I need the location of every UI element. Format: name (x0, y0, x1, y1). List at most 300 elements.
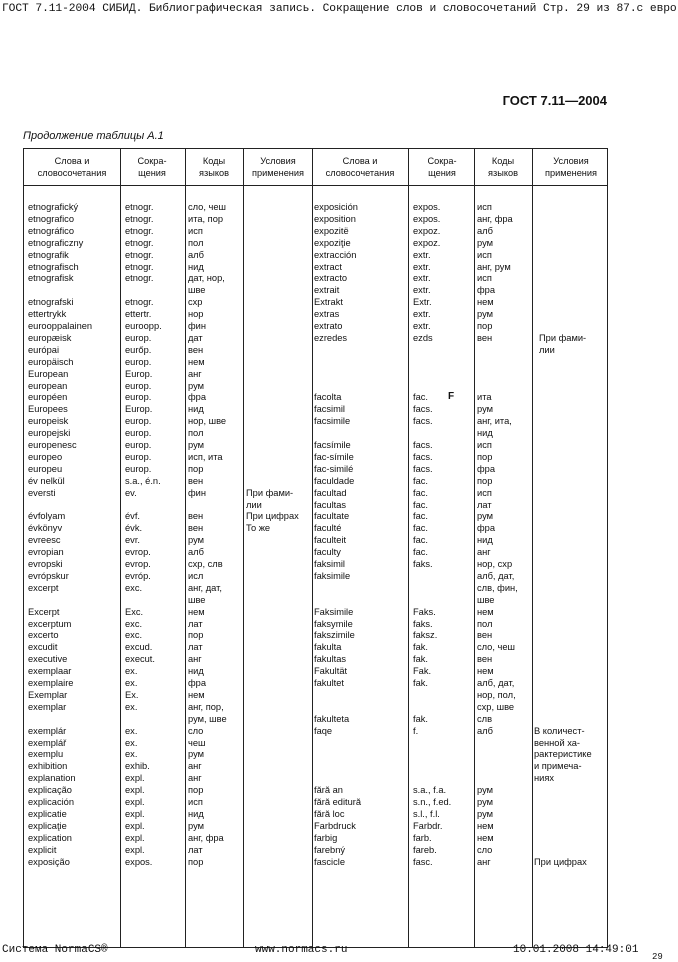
abbrev-cell: exc. (125, 630, 143, 641)
word-cell: fac-similé (314, 463, 354, 474)
lang-code-cell: рум (188, 440, 205, 450)
lang-code-cell: рум (188, 380, 205, 391)
word-cell: exemplaar (28, 666, 72, 677)
abbrev-cell: s.l., f.l. (413, 808, 440, 819)
abbrev-cell: europ. (125, 380, 152, 391)
abbrev-cell: ezds (413, 332, 433, 343)
lang-code-cell: нем (188, 356, 205, 367)
lang-code-cell: нем (477, 666, 494, 677)
word-cell: expozitë (314, 225, 349, 236)
word-cell: explanation (28, 773, 76, 784)
abbrev-cell: europ. (125, 463, 152, 474)
word-cell: facultate (314, 511, 350, 522)
lang-code-cell: ита, пор (188, 213, 224, 224)
lang-code-cell: нем (477, 832, 494, 843)
abbrev-cell: expoz. (413, 225, 441, 236)
abbrev-cell: farb. (413, 832, 432, 843)
lang-code-cell: пор (477, 475, 493, 486)
header-words: Слова и словосочетания (37, 156, 107, 178)
lang-code-cell: алб (188, 547, 204, 558)
lang-code-cell: сло (477, 844, 493, 855)
abbrev-cell: europ. (125, 416, 152, 427)
table-caption: Продолжение таблицы А.1 (23, 130, 164, 142)
abbrev-cell: facs. (413, 404, 433, 415)
abbrev-cell: expl. (125, 844, 145, 855)
word-cell: fakultas (314, 654, 347, 665)
lang-code-cell: фин (188, 487, 206, 498)
word-cell: fakulteta (314, 713, 350, 724)
lang-code-cell: дат (188, 332, 203, 343)
document-top-line: ГОСТ 7.11-2004 СИБИД. Библиографическая запись. Сокращение слов и словосочетаний Стр. 29 из 87.с евро (2, 3, 677, 15)
abbrev-cell: extr. (413, 249, 431, 260)
word-cell: europæisk (28, 332, 72, 343)
word-cell: evropian (28, 547, 64, 558)
lang-code-cell: анг (188, 654, 202, 665)
abbrev-cell: europ. (125, 356, 152, 367)
abbrev-cell: fareb. (413, 844, 437, 855)
lang-code-cell: анг (477, 856, 491, 867)
abbrev-cell: fac. (413, 392, 428, 403)
footer-site: www.normacs.ru (255, 944, 348, 956)
lang-code-cell: нор (188, 309, 204, 320)
lang-code-cell: исл (188, 570, 204, 581)
abbrev-cell: etnogr. (125, 273, 154, 284)
abbrev-cell: extr. (413, 285, 431, 296)
abbrev-cell: expl. (125, 773, 145, 784)
word-cell: faksymile (314, 618, 353, 629)
abbrev-cell: expl. (125, 832, 145, 843)
lang-code-cell: нид (477, 428, 493, 439)
lang-code-cell: нор, пол, (477, 689, 516, 700)
word-cell: faqe (314, 725, 333, 736)
lang-code-cell: нем (477, 606, 494, 617)
lang-code-cell: рум (477, 785, 494, 796)
word-cell: Excerpt (28, 606, 60, 617)
lang-code-cell: дат, нор, (188, 273, 225, 284)
word-cell: eurooppalainen (28, 321, 93, 331)
abbrev-cell: s.n., f.ed. (413, 797, 452, 807)
lang-code-cell: анг (188, 368, 202, 379)
lang-code-cell: фра (188, 678, 206, 688)
lang-code-cell: пор (188, 856, 204, 867)
word-cell: Fakultät (314, 666, 348, 677)
lang-code-cell: нор, шве (188, 416, 227, 427)
abbreviations-table (23, 148, 608, 948)
lang-code-cell: пол (188, 428, 204, 439)
abbrev-cell: ex. (125, 749, 138, 760)
word-cell: facultas (314, 499, 347, 510)
word-cell: european (28, 380, 68, 391)
lang-code-cell: алб, дат, (477, 570, 515, 581)
column-divider (312, 149, 313, 947)
condition-cell: венной ха- (534, 737, 581, 748)
word-cell: exposição (28, 856, 70, 867)
word-cell: Exemplar (28, 689, 68, 700)
lang-code-cell: схр, слв (188, 559, 223, 569)
abbrev-cell: expl. (125, 785, 145, 796)
abbrev-cell: fasc. (413, 856, 433, 867)
word-cell: faculty (314, 547, 341, 558)
abbrev-cell: extr. (413, 321, 431, 331)
word-cell: fakultet (314, 678, 344, 688)
word-cell: exemplar (28, 701, 67, 712)
abbrev-cell: expl. (125, 797, 145, 807)
lang-code-cell: алб, дат, (477, 678, 515, 688)
word-cell: evropski (28, 559, 63, 569)
lang-code-cell: фра (477, 523, 495, 534)
section-letter: F (448, 391, 455, 402)
word-cell: facsímile (314, 440, 351, 450)
word-cell: explicit (28, 844, 57, 855)
lang-code-cell: пор (477, 321, 493, 331)
word-cell: evrópskur (28, 570, 69, 581)
lang-code-cell: вен (477, 332, 493, 343)
word-cell: etnograficzny (28, 237, 84, 248)
abbrev-cell: eurőp. (125, 344, 152, 355)
word-cell: explicação (28, 785, 72, 796)
word-cell: europenesc (28, 440, 77, 450)
lang-code-cell: лат (477, 499, 492, 510)
lang-code-cell: исп (477, 440, 492, 450)
header-abbrev-right: Сокра- щения (427, 156, 457, 178)
lang-code-cell: слв (477, 713, 493, 724)
word-cell: explicaţie (28, 820, 67, 831)
lang-code-cell: схр, шве (477, 701, 515, 712)
abbrev-cell: Farbdr. (413, 820, 443, 831)
lang-code-cell: чеш (188, 737, 206, 748)
abbrev-cell: fac. (413, 547, 428, 558)
lang-code-cell: алб (188, 249, 204, 260)
word-cell: excerto (28, 630, 59, 641)
abbrev-cell: execut. (125, 654, 155, 665)
abbrev-cell: fac. (413, 535, 428, 546)
abbrev-cell: etnogr. (125, 213, 154, 224)
abbrev-cell: ex. (125, 666, 138, 677)
header-conditions-right: Условия применения (544, 156, 597, 178)
lang-code-cell: лат (188, 642, 203, 653)
word-cell: européen (28, 392, 68, 403)
word-cell: evreesc (28, 535, 61, 546)
lang-code-cell: схр (188, 297, 203, 308)
lang-code-cell: нор, схр (477, 559, 513, 569)
abbrev-cell: Europ. (125, 368, 153, 379)
abbrev-cell: faks. (413, 618, 433, 629)
abbrev-cell: Faks. (413, 606, 436, 617)
word-cell: ezredes (314, 332, 348, 343)
abbrev-cell: ex. (125, 725, 138, 736)
word-cell: extract (314, 261, 342, 272)
lang-code-cell: исп (477, 202, 492, 212)
abbrev-cell: fak. (413, 654, 428, 665)
abbrev-cell: europ. (125, 428, 152, 439)
lang-code-cell: анг, дат, (188, 582, 222, 593)
header-divider (24, 185, 607, 186)
abbrev-cell: expoz. (413, 237, 441, 248)
column-divider (532, 149, 533, 947)
word-cell: faculdade (314, 475, 355, 486)
lang-code-cell: нид (477, 535, 493, 546)
header-conditions: Условия применения (251, 156, 304, 178)
lang-code-cell: сло, чеш (477, 642, 515, 653)
abbrev-cell: expos. (413, 213, 441, 224)
lang-code-cell: вен (188, 511, 204, 522)
word-cell: extrato (314, 321, 343, 331)
abbrev-cell: faks. (413, 559, 433, 569)
abbrev-cell: evróр. (125, 570, 151, 581)
abbrev-cell: fak. (413, 678, 428, 688)
lang-code-cell: рум (477, 797, 494, 807)
lang-code-cell: анг, фра (477, 213, 513, 224)
word-cell: faculteit (314, 535, 347, 546)
abbrev-cell: Ex. (125, 689, 139, 700)
header-words-right: Слова и словосочетания (325, 156, 395, 178)
abbrev-cell: fac. (413, 487, 428, 498)
word-cell: év nelkül (28, 475, 65, 486)
standard-code-heading: ГОСТ 7.11—2004 (502, 93, 607, 108)
word-cell: európai (28, 344, 60, 355)
abbrev-cell: fac. (413, 499, 428, 510)
column-divider (120, 149, 121, 947)
abbrev-cell: expl. (125, 820, 145, 831)
lang-code-cell: лат (188, 844, 203, 855)
word-cell: executive (28, 654, 68, 665)
lang-code-cell: рум (477, 309, 494, 320)
condition-cell: При фами- (246, 487, 294, 498)
lang-code-cell: анг (188, 761, 202, 772)
abbrev-cell: etnogr. (125, 297, 154, 308)
word-cell: etnografski (28, 297, 74, 308)
lang-code-cell: анг, фра (188, 832, 224, 843)
abbrev-cell: extr. (413, 309, 431, 320)
word-cell: fără an (314, 785, 343, 796)
lang-code-cell: анг (188, 773, 202, 784)
abbrev-cell: fac. (413, 523, 428, 534)
abbrev-cell: exc. (125, 618, 143, 629)
lang-code-cell: лат (188, 618, 203, 629)
lang-code-cell: алб (477, 225, 493, 236)
lang-code-cell: вен (188, 523, 204, 534)
word-cell: etnografický (28, 202, 79, 212)
abbrev-cell: fak. (413, 713, 428, 724)
lang-code-cell: рум (188, 820, 205, 831)
lang-code-cell: исп (477, 487, 492, 498)
abbrev-cell: s.a., f.a. (413, 785, 447, 796)
word-cell: facultad (314, 487, 347, 498)
abbrev-cell: evrop. (125, 559, 151, 569)
word-cell: excerptum (28, 618, 72, 629)
abbrev-cell: evr. (125, 535, 140, 546)
abbrev-cell: évf. (125, 511, 140, 522)
abbrev-cell: ev. (125, 487, 137, 498)
lang-code-cell: исп, ита (188, 451, 223, 462)
word-cell: expoziţie (314, 237, 351, 248)
lang-code-cell: нем (188, 689, 205, 700)
word-cell: etnografik (28, 249, 69, 260)
lang-code-cell: фра (188, 392, 206, 403)
word-cell: explication (28, 832, 72, 843)
abbrev-cell: facs. (413, 440, 433, 450)
word-cell: faksimil (314, 559, 345, 569)
lang-code-cell: сло (188, 725, 204, 736)
header-abbrev: Сокра- щения (137, 156, 167, 178)
condition-cell: ниях (534, 773, 555, 784)
abbrev-cell: eurooрр. (125, 321, 162, 331)
lang-code-cell: исп (477, 249, 492, 260)
word-cell: exposición (314, 202, 358, 212)
word-cell: europäisch (28, 356, 74, 367)
abbrev-cell: etnogr. (125, 202, 154, 212)
lang-code-cell: рум (188, 535, 205, 546)
lang-code-cell: анг, рум (477, 261, 511, 272)
lang-code-cell: анг, пор, (188, 701, 224, 712)
lang-code-cell: анг, ита, (477, 416, 512, 427)
lang-code-cell: шве (188, 285, 206, 296)
lang-code-cell: нем (188, 606, 205, 617)
word-cell: excudit (28, 642, 58, 653)
word-cell: europeu (28, 463, 63, 474)
lang-code-cell: нид (188, 404, 204, 415)
lang-code-cell: нид (188, 808, 204, 819)
word-cell: farebný (314, 844, 346, 855)
condition-cell: В количест- (534, 725, 585, 736)
abbrev-cell: faksz. (413, 630, 438, 641)
column-divider (408, 149, 409, 947)
lang-code-cell: ита (477, 392, 492, 403)
word-cell: exhibition (28, 761, 68, 772)
word-cell: évfolyam (28, 511, 66, 522)
word-cell: Europees (28, 404, 68, 415)
abbrev-cell: extr. (413, 261, 431, 272)
abbrev-cell: facs. (413, 451, 433, 462)
word-cell: fakszimile (314, 630, 355, 641)
lang-code-cell: вен (477, 630, 493, 641)
abbrev-cell: ettertr. (125, 309, 152, 320)
condition-cell: лии (246, 499, 262, 510)
lang-code-cell: нид (188, 261, 204, 272)
lang-code-cell: вен (477, 654, 493, 665)
lang-code-cell: анг (477, 547, 491, 558)
abbrev-cell: facs. (413, 416, 433, 427)
abbrev-cell: excud. (125, 642, 153, 653)
abbrev-cell: europ. (125, 451, 152, 462)
lang-code-cell: нем (477, 820, 494, 831)
word-cell: extras (314, 309, 340, 320)
abbrev-cell: expos. (413, 202, 441, 212)
word-cell: etnografisch (28, 261, 79, 272)
word-cell: explicatie (28, 808, 67, 819)
word-cell: European (28, 368, 69, 379)
lang-code-cell: фин (188, 321, 206, 331)
word-cell: facsimile (314, 416, 351, 427)
lang-code-cell: рум (477, 404, 494, 415)
lang-code-cell: рум (477, 808, 494, 819)
word-cell: europejski (28, 428, 71, 439)
word-cell: Extrakt (314, 297, 343, 308)
word-cell: exemplu (28, 749, 64, 760)
lang-code-cell: слв, фин, (477, 582, 518, 593)
abbrev-cell: etnogr. (125, 225, 154, 236)
word-cell: excerpt (28, 582, 59, 593)
abbrev-cell: evrop. (125, 547, 151, 558)
abbrev-cell: Exc. (125, 606, 144, 617)
word-cell: etnográfico (28, 225, 74, 236)
lang-code-cell: нид (188, 666, 204, 677)
word-cell: Faksimile (314, 606, 354, 617)
condition-cell: При цифрах (246, 511, 299, 522)
word-cell: etnografisk (28, 273, 74, 284)
abbrev-cell: etnogr. (125, 261, 154, 272)
word-cell: extracto (314, 273, 348, 284)
word-cell: exemplár (28, 725, 67, 736)
lang-code-cell: пор (188, 463, 204, 474)
footer-system: Система NormaCS® (2, 944, 108, 956)
lang-code-cell: пол (477, 618, 493, 629)
word-cell: faksimile (314, 570, 351, 581)
word-cell: fără loc (314, 808, 345, 819)
abbrev-cell: fac. (413, 511, 428, 522)
lang-code-cell: рум (188, 749, 205, 760)
word-cell: europeisk (28, 416, 69, 427)
word-cell: fascicle (314, 856, 346, 867)
abbrev-cell: expl. (125, 808, 145, 819)
abbrev-cell: Extr. (413, 297, 432, 308)
word-cell: extracción (314, 249, 357, 260)
lang-code-cell: вен (188, 475, 204, 486)
abbrev-cell: ex. (125, 737, 138, 748)
abbrev-cell: f. (413, 725, 419, 736)
lang-code-cell: алб (477, 725, 493, 736)
footer-timestamp: 10.01.2008 14:49:01 (513, 944, 639, 956)
lang-code-cell: вен (188, 344, 204, 355)
abbrev-cell: évk. (125, 523, 143, 534)
abbrev-cell: s.a., é.n. (125, 475, 161, 486)
word-cell: exposition (314, 213, 356, 224)
abbrev-cell: etnogr. (125, 237, 154, 248)
lang-code-cell: исп (188, 225, 203, 236)
abbrev-cell: Europ. (125, 404, 153, 415)
lang-code-cell: исп (477, 273, 492, 284)
lang-code-cell: нем (477, 297, 494, 308)
word-cell: etnografico (28, 213, 74, 224)
abbrev-cell: fak. (413, 642, 428, 653)
abbrev-cell: ex. (125, 678, 138, 688)
abbrev-cell: etnogr. (125, 249, 154, 260)
lang-code-cell: пор (477, 451, 493, 462)
word-cell: faculté (314, 523, 342, 534)
abbrev-cell: facs. (413, 463, 433, 474)
word-cell: ettertrykk (28, 309, 67, 320)
abbrev-cell: extr. (413, 273, 431, 284)
lang-code-cell: рум, шве (188, 713, 227, 724)
condition-cell: рактеристике (534, 749, 592, 760)
condition-cell: и примеча- (534, 761, 582, 772)
word-cell: facsimil (314, 404, 345, 415)
lang-code-cell: пор (188, 785, 204, 796)
word-cell: exemplář (28, 737, 67, 748)
column-divider (474, 149, 475, 947)
word-cell: extrait (314, 285, 340, 296)
lang-code-cell: шве (188, 594, 206, 605)
header-lang-codes: Коды языков (199, 156, 229, 178)
word-cell: fără editură (314, 797, 362, 807)
lang-code-cell: фра (477, 463, 495, 474)
lang-code-cell: пор (188, 630, 204, 641)
condition-cell: лии (539, 344, 555, 355)
abbrev-cell: europ. (125, 392, 152, 403)
abbrev-cell: europ. (125, 332, 152, 343)
column-divider (185, 149, 186, 947)
condition-cell: При фами- (539, 332, 587, 343)
